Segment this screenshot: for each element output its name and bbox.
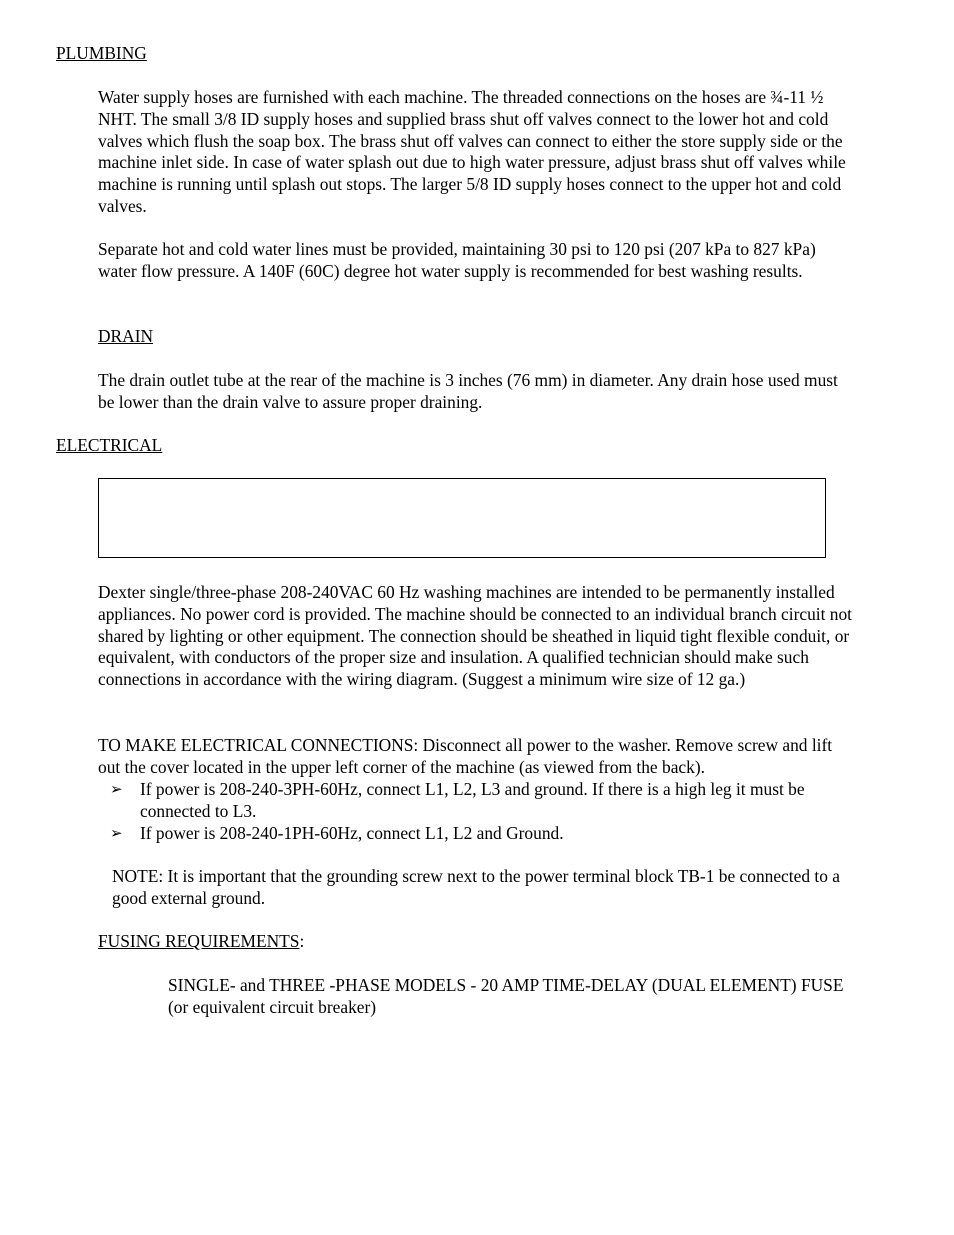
electrical-installation-paragraph: Dexter single/three-phase 208-240VAC 60 Hz washing machines are intended to be permanently installed appliances. No power cord is provided. The machine should be connected to an individual branch circuit not shared by lighting or other equipment. The connection should be sheathed in liquid tight flexible conduit, or equivalent, with conductors of the proper size and insulation. A qualified technician should make such connections in accordance with the wiring diagram. (Suggest a minimum wire size of 12 ga.) [98,582,853,690]
plumbing-supply-hoses-paragraph: Water supply hoses are furnished with each machine. The threaded connections on the hoses are ¾-11 ½ NHT. The small 3/8 ID supply hoses and supplied brass shut off valves connect to the lower hot and cold valves which flush the soap box. The brass shut off valves can connect to either the store supply side or the machine inlet side. In case of water splash out due to high water pressure, adjust brass shut off valves while machine is running until splash out stops. The larger 5/8 ID supply hoses connect to the upper hot and cold valves. [98,87,846,216]
list-item-text: If power is 208-240-3PH-60Hz, connect L1, L2, L3 and ground. If there is a high leg it must be connected to L3. [140,779,805,821]
arrowhead-bullet-icon: ➢ [110,823,123,842]
fusing-heading [98,931,304,953]
power-options-list [98,779,858,844]
empty-warning-box [98,478,826,558]
drain-heading: DRAIN [98,326,154,346]
list-item [98,823,858,845]
plumbing-water-lines-paragraph: Separate hot and cold water lines must be provided, maintaining 30 psi to 120 psi (207 kPa to 827 kPa) water flow pressure. A 140F (60C) degree hot water supply is recommended for best washing results. [98,239,816,281]
grounding-note: NOTE: It is important that the grounding screw next to the power terminal block TB-1 be connected to a good external ground. [112,866,840,908]
plumbing-heading: PLUMBING [56,43,147,63]
arrowhead-bullet-icon: ➢ [110,780,123,798]
fusing-requirements-text: SINGLE- and THREE -PHASE MODELS - 20 AMP TIME-DELAY (DUAL ELEMENT) FUSE (or equivalent circuit breaker) [168,975,844,1017]
list-item-text: If power is 208-240-1PH-60Hz, connect L1, L2 and Ground. [140,822,564,843]
drain-paragraph: The drain outlet tube at the rear of the machine is 3 inches (76 mm) in diameter. Any drain hose used must be lower than the drain valve to assure proper draining. [98,370,838,412]
fusing-heading-colon: : [299,931,305,951]
fusing-heading-text: FUSING REQUIREMENTS [98,931,300,951]
list-item [98,779,858,823]
electrical-connections-paragraph: TO MAKE ELECTRICAL CONNECTIONS: Disconnect all power to the washer. Remove screw and lift out the cover located in the upper left corner of the machine (as viewed from the back). [98,735,833,777]
electrical-heading: ELECTRICAL [56,435,163,455]
